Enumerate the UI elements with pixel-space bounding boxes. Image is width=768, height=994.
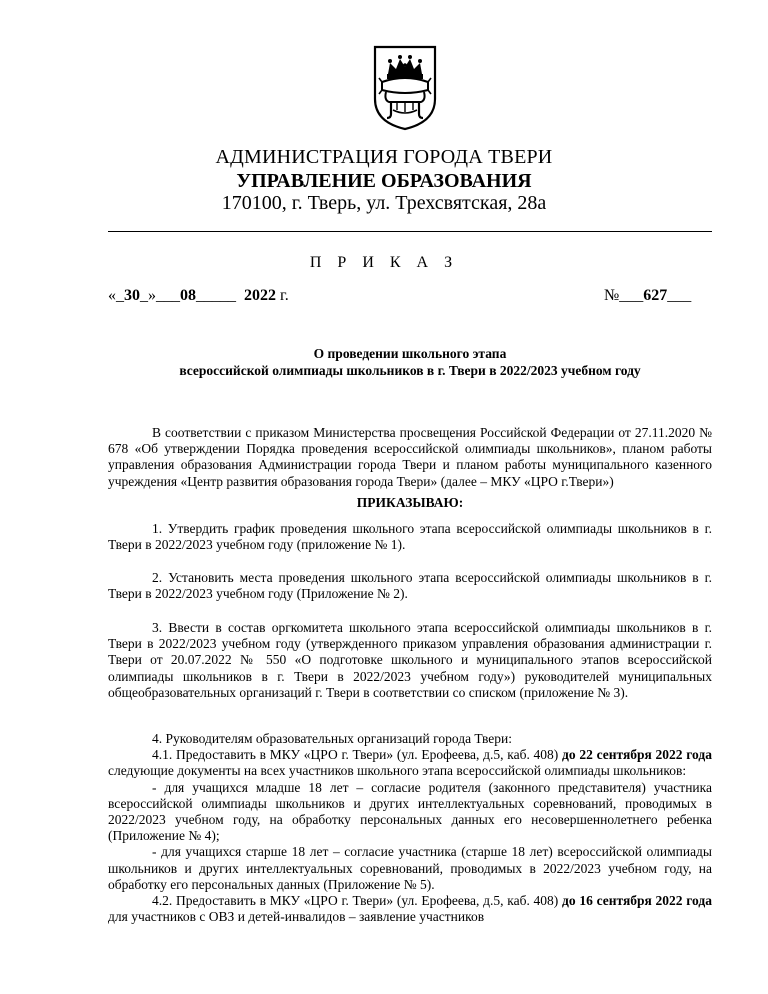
preamble [108,425,712,490]
item-4-1-post: следующие документы на всех участников школьного этапа всероссийской олимпиады школьников: [108,763,687,779]
subject-line-2: всероссийской олимпиады школьников в г. Твери в 2022/2023 учебном году [179,363,641,378]
item-4-1-pre: 4.1. Предоставить в МКУ «ЦРО г. Твери» (ул. Ерофеева, д.5, каб. 408) [152,747,563,763]
item-4-1-a: - для учащихся младше 18 лет – согласие родителя (законного представителя) участника всероссийской олимпиады школьников и других интеллектуальных соревнований, проводимых в 2022/2023 учебном году, на обработку персональных данных его несовершеннолетнего ребенка (Приложение № 4); [108,779,712,844]
number-value: 627 [643,287,668,304]
item-2 [108,570,712,602]
department-title: УПРАВЛЕНИЕ ОБРАЗОВАНИЯ [236,170,532,192]
item-4 [108,731,712,925]
item-4-2-pre: 4.2. Предоставить в МКУ «ЦРО г. Твери» (ул. Ерофеева, д.5, каб. 408) [152,893,563,909]
item-4-1 [108,747,712,779]
item-1 [108,521,712,553]
date-day: 30 [124,287,140,304]
order-number [604,287,691,305]
item-4-text: 4. Руководителям образовательных организаций города Твери: [152,731,513,746]
header-divider [108,231,712,232]
date-year: 2022 [244,287,276,304]
admin-title: АДМИНИСТРАЦИЯ ГОРОДА ТВЕРИ [215,146,553,168]
subject-line-1: О проведении школьного этапа [313,346,507,361]
date-open: «_ [108,287,124,304]
item-3-text: 3. Ввести в состав оргкомитета школьного этапа всероссийской олимпиады школьников в г. Твери в 2022/2023 учебном году (утвержденного приказом управления образования администрации г. Твери от 20.07.2022 № 550 «О подготовке школьного и муниципального этапов всероссийской олимпиады школьников в г. Твери в 2022/2023 учебном году») руководителей муниципальных общеобразовательных организаций г. Твери в соответствии со списком (приложение № 3). [108,620,712,700]
item-2-text: 2. Установить места проведения школьного этапа всероссийской олимпиады школьников в г. Твери в 2022/2023 учебном году (Приложение № 2). [108,570,712,602]
item-4-1-deadline: до 22 сентября 2022 года [562,747,712,763]
preamble-text: В соответствии с приказом Министерства просвещения Российской Федерации от 27.11.2020 № 678 «Об утверждении Порядка проведения всероссийской олимпиады школьников», планом работы управления образования Администрации города Твери и планом работы муниципального казенного учреждения «Центр развития образования города Твери» (далее – МКУ «ЦРО г.Твери») [108,425,712,489]
address: 170100, г. Тверь, ул. Трехсвятская, 28а [221,192,547,214]
item-3 [108,620,712,701]
number-prefix: №___ [604,287,644,304]
order-word: ПРИКАЗЫВАЮ: [356,495,464,510]
item-4-2-post: для участников с ОВЗ и детей-инвалидов – заявление участников [108,909,485,925]
document-type-title: П Р И К А З [309,254,459,271]
date-suffix: г. [276,287,289,304]
date-tail: _____ [196,287,244,304]
coat-of-arms-icon [371,44,439,131]
number-suffix: ___ [667,287,692,304]
item-1-text: 1. Утвердить график проведения школьного этапа всероссийской олимпиады школьников в г. Твери в 2022/2023 учебном году (приложение № 1). [108,521,712,553]
order-date [108,287,289,305]
item-4-1-b: - для учащихся старше 18 лет – согласие участника (старше 18 лет) всероссийской олимпиады школьников и других интеллектуальных соревнований, проводимых в 2022/2023 учебном году, на обработку его персональных данных (Приложение № 5). [108,844,712,892]
date-mid: _»___ [140,287,180,304]
order-word-block [108,495,712,511]
date-month: 08 [180,287,196,304]
item-4-2-deadline: до 16 сентября 2022 года [562,893,712,909]
item-4-2 [108,893,712,925]
